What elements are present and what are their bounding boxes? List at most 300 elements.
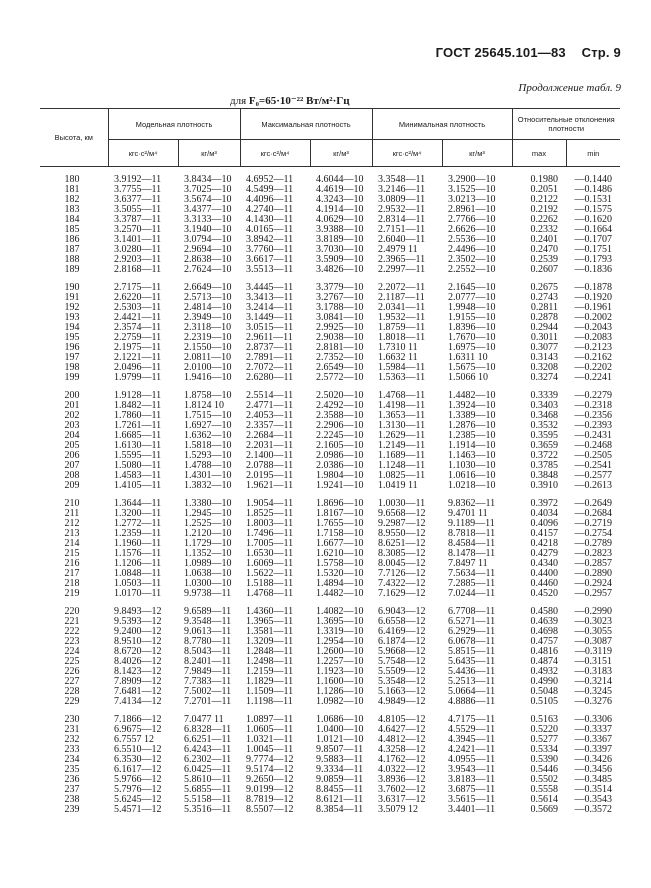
cell-max-kg: 8.3854—11	[316, 804, 364, 815]
cell-min-kg: 2.2552—10	[448, 264, 496, 275]
table-row	[40, 265, 620, 275]
cell-max-kg: 2.2906—10	[316, 420, 364, 431]
cell-height: 183	[64, 204, 80, 215]
cell-dev-min: —0.2924	[574, 578, 612, 589]
cell-model-kg: 2.4814—10	[184, 302, 232, 313]
cell-max-kg: 1.8696—10	[316, 498, 364, 509]
cell-dev-min: —0.1878	[574, 282, 612, 293]
cell-model-kg: 7.0477 11	[184, 714, 224, 725]
cell-min-kgs: 5.9668—12	[378, 646, 426, 657]
cell-model-kg: 1.8124 10	[184, 400, 224, 411]
cell-model-kgs: 1.1576—11	[114, 548, 162, 559]
cell-height: 187	[64, 244, 80, 255]
cell-model-kgs: 1.9128—11	[114, 390, 162, 401]
cell-height: 192	[64, 302, 80, 313]
cell-model-kg: 2.5713—10	[184, 292, 232, 303]
cell-max-kgs: 1.3209—11	[246, 636, 294, 647]
col-group-max: Максимальная плотность	[240, 109, 372, 140]
cell-model-kg: 7.9849—11	[184, 666, 232, 677]
col-group-deviation: Относительные отклонения плотности	[512, 109, 620, 140]
standard-number: ГОСТ 25645.101—83	[435, 45, 566, 60]
col-sub-dev-min: min	[566, 140, 620, 167]
cell-min-kgs: 2.7151—11	[378, 224, 426, 235]
cell-dev-min: —0.2613	[574, 480, 612, 491]
cell-min-kg: 2.3502—10	[448, 254, 496, 265]
cell-min-kgs: 2.8314—11	[378, 214, 426, 225]
cell-height: 218	[64, 578, 80, 589]
cell-dev-max: 0.1980	[530, 174, 558, 185]
cell-dev-min: —0.1707	[574, 234, 612, 245]
cell-height: 212	[64, 518, 80, 529]
cell-dev-min: —0.3367	[574, 734, 612, 745]
cell-max-kgs: 1.4360—11	[246, 606, 294, 617]
cell-model-kgs: 3.2570—11	[114, 224, 162, 235]
cell-dev-max: 0.4520	[530, 588, 558, 599]
cell-max-kgs: 1.4768—11	[246, 588, 294, 599]
cell-height: 224	[64, 646, 80, 657]
cell-min-kgs: 3.3548—11	[378, 174, 426, 185]
cell-min-kgs: 1.6632 11	[378, 352, 418, 363]
cell-dev-min: —0.1440	[574, 174, 612, 185]
cell-max-kg: 4.1914—10	[316, 204, 364, 215]
cell-max-kgs: 1.0897—11	[246, 714, 294, 725]
cell-max-kg: 2.0386—10	[316, 460, 364, 471]
cell-min-kgs: 5.5509—12	[378, 666, 426, 677]
cell-model-kg: 5.5158—11	[184, 794, 232, 805]
cell-min-kg: 4.0955—11	[448, 754, 496, 765]
cell-model-kg: 1.0300—10	[184, 578, 232, 589]
cell-model-kg: 1.2120—10	[184, 528, 232, 539]
cell-min-kgs: 3.6317—12	[378, 794, 426, 805]
cell-model-kg: 1.7515—10	[184, 410, 232, 421]
cell-height: 221	[64, 616, 80, 627]
cell-max-kg: 2.8181—10	[316, 342, 364, 353]
cell-max-kg: 2.9038—10	[316, 332, 364, 343]
density-table	[40, 108, 620, 815]
cell-model-kg: 1.9416—10	[184, 372, 232, 383]
cell-dev-min: —0.2162	[574, 352, 612, 363]
cell-dev-min: —0.1793	[574, 254, 612, 265]
cell-model-kgs: 5.9766—12	[114, 774, 162, 785]
cell-dev-min: —0.2577	[574, 470, 612, 481]
cell-dev-min: —0.1620	[574, 214, 612, 225]
cell-min-kgs: 1.9532—11	[378, 312, 426, 323]
cell-min-kg: 2.4496—10	[448, 244, 496, 255]
col-sub-model-kgs: кгс·с²/м⁴	[108, 140, 178, 167]
cell-max-kgs: 1.8525—11	[246, 508, 294, 519]
cell-model-kg: 6.8328—11	[184, 724, 232, 735]
cell-min-kg: 8.4584—11	[448, 538, 496, 549]
cell-height: 239	[64, 804, 80, 815]
cell-height: 233	[64, 744, 80, 755]
cell-min-kgs: 7.4322—12	[378, 578, 426, 589]
cell-model-kgs: 8.9510—12	[114, 636, 162, 647]
cell-model-kgs: 6.9675—12	[114, 724, 162, 735]
cell-dev-min: —0.1664	[574, 224, 612, 235]
cell-max-kg: 2.9925—10	[316, 322, 364, 333]
cell-max-kgs: 4.0165—11	[246, 224, 294, 235]
cell-model-kg: 2.9694—10	[184, 244, 232, 255]
cell-height: 203	[64, 420, 80, 431]
cell-height: 225	[64, 656, 80, 667]
cell-min-kgs: 7.7126—12	[378, 568, 426, 579]
cell-min-kgs: 2.2997—11	[378, 264, 426, 275]
cell-dev-max: 0.3208	[530, 362, 558, 373]
cell-height: 210	[64, 498, 80, 509]
table-row	[40, 697, 620, 707]
cell-height: 184	[64, 214, 80, 225]
cell-max-kgs: 8.7819—12	[246, 794, 294, 805]
cell-dev-max: 0.4460	[530, 578, 558, 589]
cell-dev-min: —0.2990	[574, 606, 612, 617]
cell-min-kg: 7.0244—11	[448, 588, 496, 599]
cell-model-kgs: 1.5080—11	[114, 460, 162, 471]
table-continuation-note: Продолжение табл. 9	[518, 82, 621, 94]
cell-dev-min: —0.3337	[574, 724, 612, 735]
cell-min-kgs: 7.1629—12	[378, 588, 426, 599]
cell-height: 213	[64, 528, 80, 539]
cell-dev-min: —0.2043	[574, 322, 612, 333]
cell-dev-min: —0.3245	[574, 686, 612, 697]
cell-dev-min: —0.2789	[574, 538, 612, 549]
cell-dev-max: 0.2122	[530, 194, 558, 205]
cell-height: 180	[64, 174, 80, 185]
cell-min-kgs: 2.3965—11	[378, 254, 426, 265]
cell-min-kg: 4.2421—11	[448, 744, 496, 755]
cell-model-kg: 2.0811—10	[184, 352, 232, 363]
cell-dev-min: —0.3514	[574, 784, 612, 795]
cell-dev-max: 0.5669	[530, 804, 558, 815]
cell-min-kg: 4.7175—11	[448, 714, 496, 725]
cell-dev-min: —0.3087	[574, 636, 612, 647]
cell-min-kg: 1.9948—10	[448, 302, 496, 313]
cell-min-kg: 6.2929—11	[448, 626, 496, 637]
cell-min-kg: 1.1463—10	[448, 450, 496, 461]
cell-model-kg: 1.2945—10	[184, 508, 232, 519]
cell-max-kg: 1.9241—10	[316, 480, 364, 491]
cell-min-kg: 1.6311 10	[448, 352, 488, 363]
cell-model-kg: 7.7383—11	[184, 676, 232, 687]
cell-model-kg: 7.5002—11	[184, 686, 232, 697]
cell-min-kgs: 5.7548—12	[378, 656, 426, 667]
cell-height: 229	[64, 696, 80, 707]
cell-min-kgs: 1.5984—11	[378, 362, 426, 373]
cell-max-kg: 9.0859—11	[316, 774, 364, 785]
cell-max-kg: 1.1286—10	[316, 686, 364, 697]
cell-height: 211	[64, 508, 80, 519]
cell-min-kg: 1.9155—10	[448, 312, 496, 323]
cell-min-kgs: 1.8018—11	[378, 332, 426, 343]
cell-min-kg: 7.8497 11	[448, 558, 488, 569]
cell-max-kgs: 4.5499—11	[246, 184, 294, 195]
cell-model-kg: 3.5674—10	[184, 194, 232, 205]
cell-dev-max: 0.4816	[530, 646, 558, 657]
cell-max-kg: 3.1788—10	[316, 302, 364, 313]
cell-dev-min: —0.2957	[574, 588, 612, 599]
col-sub-max-kg: кг/м³	[310, 140, 372, 167]
cell-min-kg: 3.8183—11	[448, 774, 496, 785]
cell-min-kgs: 3.5079 12	[378, 804, 418, 815]
cell-min-kgs: 1.2629—11	[378, 430, 426, 441]
cell-max-kgs: 2.4771—11	[246, 400, 294, 411]
cell-model-kgs: 8.1423—12	[114, 666, 162, 677]
cell-min-kg: 3.0213—10	[448, 194, 496, 205]
cell-min-kgs: 1.0030—11	[378, 498, 426, 509]
cell-max-kg: 1.4482—10	[316, 588, 364, 599]
cell-dev-min: —0.3214	[574, 676, 612, 687]
cell-max-kg: 1.4082—10	[316, 606, 364, 617]
cell-max-kg: 9.5883—11	[316, 754, 364, 765]
cell-max-kgs: 1.2498—11	[246, 656, 294, 667]
cell-model-kg: 9.9738—11	[184, 588, 232, 599]
cell-height: 220	[64, 606, 80, 617]
cell-max-kg: 2.7352—10	[316, 352, 364, 363]
cell-max-kgs: 3.4445—11	[246, 282, 294, 293]
cell-model-kg: 5.6855—11	[184, 784, 232, 795]
cell-height: 217	[64, 568, 80, 579]
cell-model-kgs: 8.6720—12	[114, 646, 162, 657]
cell-dev-max: 0.2332	[530, 224, 558, 235]
cell-min-kg: 9.8362—11	[448, 498, 496, 509]
cell-dev-min: —0.2202	[574, 362, 612, 373]
cell-min-kgs: 6.6558—12	[378, 616, 426, 627]
cell-model-kgs: 1.1206—11	[114, 558, 162, 569]
cell-model-kgs: 2.1221—11	[114, 352, 162, 363]
cell-min-kg: 1.0218—10	[448, 480, 496, 491]
cell-max-kg: 8.8455—11	[316, 784, 364, 795]
cell-max-kg: 4.0629—10	[316, 214, 364, 225]
cell-max-kg: 2.5772—10	[316, 372, 364, 383]
table-row	[40, 589, 620, 599]
cell-dev-min: —0.3456	[574, 764, 612, 775]
cell-min-kgs: 4.3258—12	[378, 744, 426, 755]
cell-dev-max: 0.5558	[530, 784, 558, 795]
cell-height: 197	[64, 352, 80, 363]
cell-max-kg: 1.3695—10	[316, 616, 364, 627]
cell-dev-min: —0.1751	[574, 244, 612, 255]
cell-model-kgs: 1.0848—11	[114, 568, 162, 579]
cell-dev-min: —0.3151	[574, 656, 612, 667]
cell-height: 181	[64, 184, 80, 195]
cell-model-kg: 1.2525—10	[184, 518, 232, 529]
cell-max-kg: 4.6044—10	[316, 174, 364, 185]
cell-min-kgs: 2.2072—11	[378, 282, 426, 293]
cell-model-kg: 1.8758—10	[184, 390, 232, 401]
cell-dev-min: —0.2083	[574, 332, 612, 343]
cell-max-kgs: 1.1829—11	[246, 676, 294, 687]
cell-min-kgs: 2.1187—11	[378, 292, 425, 303]
cell-dev-max: 0.3972	[530, 498, 558, 509]
cell-dev-max: 0.5277	[530, 734, 558, 745]
cell-model-kg: 2.8638—10	[184, 254, 232, 265]
cell-max-kgs: 3.2414—11	[246, 302, 294, 313]
cell-min-kg: 6.0678—11	[448, 636, 496, 647]
cell-min-kgs: 1.4768—11	[378, 390, 426, 401]
cell-min-kg: 3.4401—11	[448, 804, 496, 815]
cell-max-kgs: 9.2650—12	[246, 774, 294, 785]
cell-min-kgs: 3.0809—11	[378, 194, 426, 205]
cell-min-kgs: 1.1248—11	[378, 460, 426, 471]
cell-max-kgs: 2.0195—11	[246, 470, 294, 481]
cell-max-kgs: 1.2848—11	[246, 646, 294, 657]
cell-min-kg: 1.4482—10	[448, 390, 496, 401]
cell-dev-min: —0.2857	[574, 558, 612, 569]
cell-dev-min: —0.3397	[574, 744, 612, 755]
cell-max-kgs: 1.0045—11	[246, 744, 294, 755]
cell-dev-min: —0.1920	[574, 292, 612, 303]
cell-model-kg: 2.0100—10	[184, 362, 232, 373]
cell-model-kgs: 1.8482—11	[114, 400, 162, 411]
cell-model-kgs: 1.3200—11	[114, 508, 162, 519]
cell-min-kg: 5.2513—11	[448, 676, 496, 687]
cell-height: 216	[64, 558, 80, 569]
cell-model-kg: 1.5818—10	[184, 440, 232, 451]
cell-dev-min: —0.2123	[574, 342, 612, 353]
cell-min-kg: 1.1914—10	[448, 440, 496, 451]
cell-dev-max: 0.3274	[530, 372, 558, 383]
cell-model-kg: 6.6251—11	[184, 734, 232, 745]
cell-height: 208	[64, 470, 80, 481]
cell-max-kgs: 1.6530—11	[246, 548, 294, 559]
cell-min-kg: 2.6626—10	[448, 224, 496, 235]
cell-model-kgs: 9.5393—12	[114, 616, 162, 627]
cell-model-kg: 3.3133—10	[184, 214, 232, 225]
cell-dev-max: 0.5048	[530, 686, 558, 697]
cell-min-kgs: 8.0045—12	[378, 558, 426, 569]
cell-model-kg: 3.8434—10	[184, 174, 232, 185]
cell-model-kgs: 5.7976—12	[114, 784, 162, 795]
cell-model-kg: 9.3548—11	[184, 616, 232, 627]
cell-max-kgs: 9.5174—12	[246, 764, 294, 775]
table-body	[40, 167, 620, 816]
cell-max-kg: 1.5758—10	[316, 558, 364, 569]
cell-model-kg: 1.4788—10	[184, 460, 232, 471]
cell-model-kg: 1.4301—10	[184, 470, 232, 481]
cell-model-kg: 1.3380—10	[184, 498, 232, 509]
cell-model-kg: 1.0989—10	[184, 558, 232, 569]
cell-model-kgs: 3.0280—11	[114, 244, 162, 255]
cell-height: 237	[64, 784, 80, 795]
cell-max-kg: 1.4894—10	[316, 578, 364, 589]
cell-dev-max: 0.2811	[530, 302, 558, 313]
cell-min-kg: 4.8886—11	[448, 696, 496, 707]
cell-max-kg: 1.1600—10	[316, 676, 364, 687]
cell-height: 226	[64, 666, 80, 677]
cell-height: 186	[64, 234, 80, 245]
cell-min-kgs: 8.3085—12	[378, 548, 426, 559]
cell-max-kg: 1.7158—10	[316, 528, 364, 539]
cell-model-kg: 9.6589—11	[184, 606, 232, 617]
cell-min-kgs: 1.5363—11	[378, 372, 426, 383]
cell-model-kg: 1.3832—10	[184, 480, 232, 491]
cell-height: 207	[64, 460, 80, 471]
cell-min-kgs: 1.7310 11	[378, 342, 418, 353]
cell-model-kgs: 2.7175—11	[114, 282, 162, 293]
cell-max-kg: 4.3243—10	[316, 194, 364, 205]
cell-dev-max: 0.3077	[530, 342, 558, 353]
cell-height: 194	[64, 322, 80, 333]
cell-model-kgs: 1.2359—11	[114, 528, 162, 539]
col-sub-dev-max: max	[512, 140, 566, 167]
cell-model-kgs: 2.5303—11	[114, 302, 162, 313]
cell-min-kg: 1.5675—10	[448, 362, 496, 373]
cell-min-kgs: 4.1762—12	[378, 754, 426, 765]
cell-height: 182	[64, 194, 80, 205]
cell-model-kgs: 1.0170—11	[114, 588, 162, 599]
cell-min-kgs: 8.6251—12	[378, 538, 426, 549]
cell-dev-max: 0.4757	[530, 636, 558, 647]
cell-max-kg: 1.2600—10	[316, 646, 364, 657]
cell-max-kgs: 3.5513—11	[246, 264, 294, 275]
cell-dev-max: 0.4400	[530, 568, 558, 579]
cell-model-kg: 3.7025—10	[184, 184, 232, 195]
cell-min-kgs: 4.8105—12	[378, 714, 426, 725]
cell-model-kg: 2.7624—10	[184, 264, 232, 275]
cell-height: 190	[64, 282, 80, 293]
cell-height: 195	[64, 332, 80, 343]
cell-dev-max: 0.3011	[530, 332, 558, 343]
cell-dev-max: 0.4218	[530, 538, 558, 549]
cell-height: 191	[64, 292, 80, 303]
cell-dev-max: 0.5390	[530, 754, 558, 765]
cell-max-kg: 1.5320—10	[316, 568, 364, 579]
cell-max-kgs: 1.3965—11	[246, 616, 294, 627]
cell-min-kg: 1.1030—10	[448, 460, 496, 471]
cell-height: 232	[64, 734, 80, 745]
cell-height: 236	[64, 774, 80, 785]
cell-dev-max: 0.2675	[530, 282, 558, 293]
cell-height: 230	[64, 714, 80, 725]
cell-max-kg: 1.1923—10	[316, 666, 364, 677]
cell-dev-max: 0.2607	[530, 264, 558, 275]
cell-max-kgs: 9.7774—12	[246, 754, 294, 765]
cell-max-kgs: 2.2684—11	[246, 430, 294, 441]
cell-min-kgs: 5.3548—12	[378, 676, 426, 687]
cell-model-kgs: 3.7755—11	[114, 184, 162, 195]
cell-dev-min: —0.2684	[574, 508, 612, 519]
cell-dev-min: —0.2318	[574, 400, 612, 411]
cell-height: 231	[64, 724, 80, 735]
cell-max-kg: 3.7030—10	[316, 244, 364, 255]
cell-min-kgs: 2.9532—11	[378, 204, 426, 215]
cell-min-kg: 2.7766—10	[448, 214, 496, 225]
cell-max-kgs: 3.1449—11	[246, 312, 294, 323]
cell-min-kgs: 4.4812—12	[378, 734, 426, 745]
cell-model-kgs: 2.6220—11	[114, 292, 162, 303]
cell-model-kg: 8.5043—11	[184, 646, 232, 657]
cell-min-kg: 1.8396—10	[448, 322, 496, 333]
cell-dev-max: 0.5502	[530, 774, 558, 785]
cell-model-kgs: 6.3530—12	[114, 754, 162, 765]
cell-model-kgs: 1.6130—11	[114, 440, 162, 451]
cell-min-kg: 3.1525—10	[448, 184, 496, 195]
cell-dev-max: 0.4698	[530, 626, 558, 637]
cell-min-kgs: 1.3653—11	[378, 410, 426, 421]
cell-dev-min: —0.2823	[574, 548, 612, 559]
cell-max-kgs: 4.2740—11	[246, 204, 294, 215]
cell-model-kgs: 2.2759—11	[114, 332, 162, 343]
cell-dev-min: —0.3023	[574, 616, 612, 627]
cell-model-kg: 1.1352—10	[184, 548, 232, 559]
cell-model-kgs: 2.4421—11	[114, 312, 162, 323]
cell-dev-min: —0.1575	[574, 204, 612, 215]
cell-max-kg: 2.3588—10	[316, 410, 364, 421]
cell-height: 206	[64, 450, 80, 461]
cell-dev-min: —0.2505	[574, 450, 612, 461]
cell-height: 238	[64, 794, 80, 805]
cell-height: 200	[64, 390, 80, 401]
cell-max-kg: 2.0986—10	[316, 450, 364, 461]
